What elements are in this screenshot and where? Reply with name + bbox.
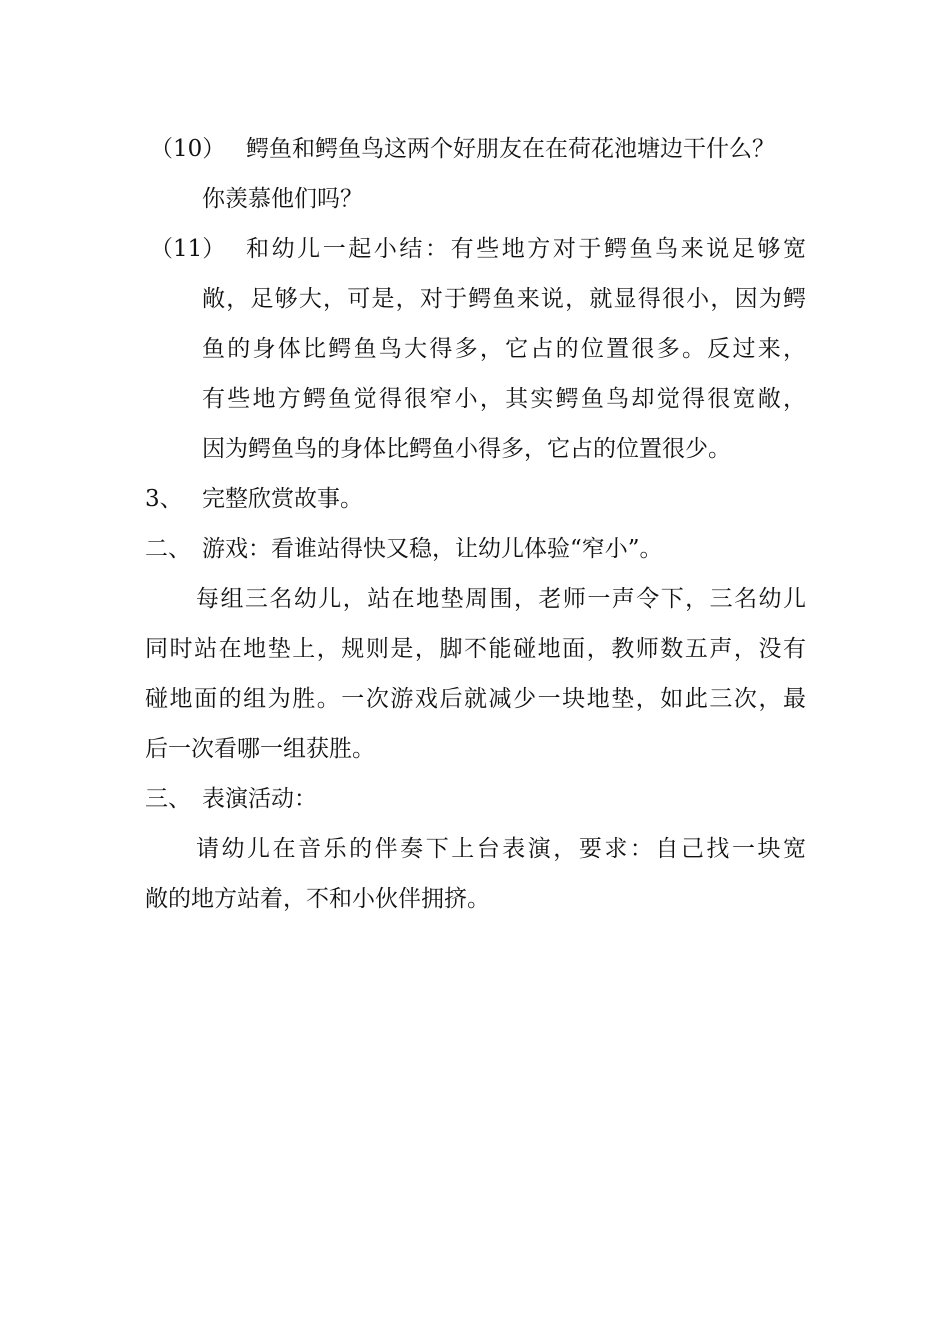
section-3-title: 表演活动： — [202, 786, 317, 812]
item-11-line-3: 鱼的身体比鳄鱼鸟大得多，它占的位置很多。反过来， — [202, 336, 806, 362]
section-2-title: 游戏：看谁站得快又稳，让幼儿体验“窄小”。 — [202, 536, 663, 562]
item-11-line-5: 因为鳄鱼鸟的身体比鳄鱼小得多，它占的位置很少。 — [202, 436, 731, 462]
item-3-text: 完整欣赏故事。 — [202, 486, 363, 512]
item-11-line-2: 敞，足够大，可是，对于鳄鱼来说，就显得很小，因为鳄 — [202, 286, 806, 312]
game-paragraph-line-2: 同时站在地垫上，规则是，脚不能碰地面，教师数五声，没有 — [145, 636, 806, 662]
item-11-marker: （11） — [150, 236, 226, 262]
section-2-marker: 二、 — [145, 536, 191, 562]
section-3-marker: 三、 — [145, 786, 191, 812]
game-paragraph-line-1: 每组三名幼儿，站在地垫周围，老师一声令下，三名幼儿 — [196, 586, 806, 612]
item-11-line-4: 有些地方鳄鱼觉得很窄小，其实鳄鱼鸟却觉得很宽敞， — [202, 386, 806, 412]
performance-paragraph-line-1: 请幼儿在音乐的伴奏下上台表演，要求：自己找一块宽 — [196, 836, 806, 862]
item-11-line-1: 和幼儿一起小结：有些地方对于鳄鱼鸟来说足够宽 — [246, 236, 806, 262]
item-10-line-2: 你羡慕他们吗？ — [202, 186, 363, 212]
item-10-line-1: 鳄鱼和鳄鱼鸟这两个好朋友在在荷花池塘边干什么？ — [246, 136, 775, 162]
game-paragraph-line-3: 碰地面的组为胜。一次游戏后就减少一块地垫，如此三次，最 — [145, 686, 806, 712]
performance-paragraph-line-2: 敞的地方站着，不和小伙伴拥挤。 — [145, 886, 490, 912]
item-3-marker: 3、 — [145, 486, 183, 512]
game-paragraph-line-4: 后一次看哪一组获胜。 — [145, 736, 375, 762]
item-10-marker: （10） — [150, 136, 226, 162]
